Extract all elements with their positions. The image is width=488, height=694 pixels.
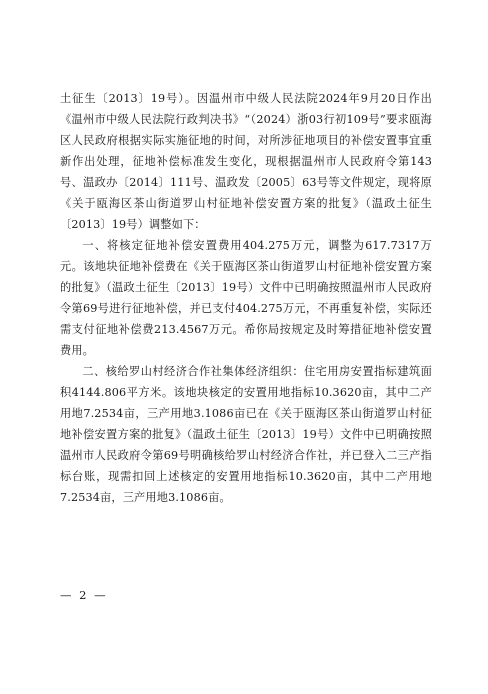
- document-body: [60, 88, 432, 508]
- paragraph-item-two: 二、核给罗山村经济合作社集体经济组织：住宅用房安置指标建筑面积4144.806平方米。该地块核定的安置用地指标10.3620亩，其中二产用地7.2534亩，三产用地3.1086亩已在《关于瓯海区茶山街道罗山村征地补偿安置方案的批复》（温政土征生〔2013〕19号）文件中已明确按照温州市人民政府令第69号明确核给罗山村经济合作社，并已登入二三产指标台账，现需扣回上述核定的安置用地指标10.3620亩，其中二产用地7.2534亩，三产用地3.1086亩。: [60, 365, 432, 504]
- paragraph-item-one: 一、将核定征地补偿安置费用404.275万元，调整为617.7317万元。该地块征地补偿费在《关于瓯海区茶山街道罗山村征地补偿安置方案的批复》（温政土征生〔2013〕19号）文件中已明确按照温州市人民政府令第69号进行征地补偿，并已支付404.275万元，不再重复补偿，实际还需支付征地补偿费213.4567万元。希你局按规定及时筹措征地补偿安置费用。: [60, 239, 432, 357]
- paragraph-continuation: 土征生〔2013〕19号）。因温州市中级人民法院2024年9月20日作出《温州市中级人民法院行政判决书》“（2024）浙03行初109号”要求瓯海区人民政府根据实际实施征地的时间，对所涉征地项目的补偿安置事宜重新作出处理，征地补偿标准发生变化，现根据温州市人民政府令第143号、温政办〔2014〕111号、温政发〔2005〕63号等文件规定，现将原《关于瓯海区茶山街道罗山村征地补偿安置方案的批复》（温政土征生〔2013〕19号）调整如下：: [60, 92, 432, 231]
- page-number: — 2 —: [60, 588, 108, 602]
